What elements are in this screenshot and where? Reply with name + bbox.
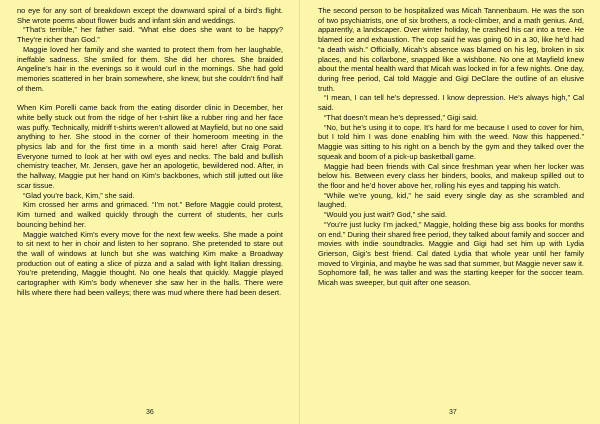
paragraph: Kim crossed her arms and grimaced. “I’m not.” Before Maggie could protest, Kim turned and walked quickly through the current of students, her curls bouncing behind her. [17,200,283,229]
paragraph: “While we’re young, kid,” he said every single day as she scrambled and laughed. [318,190,584,210]
paragraph: “That doesn’t mean he’s depressed,” Gigi said. [323,112,479,122]
right-page [300,0,600,424]
left-page-text [17,6,283,298]
paragraph: “No, but he’s using it to cope. It’s hard for me because I used to cover for him, but I told him I was done enabling him with the weed. Now this happened.” Maggie was sitting to his right on a bench by the gym and they talked over the squeak and boom of a pick-up basketball game. [318,122,584,161]
paragraph: When Kim Porelli came back from the eating disorder clinic in December, her white belly stuck out from the ridge of her t-shirt like a rubber ring and her face was puffy. Technically, midriff t-shirts weren’t allowed at Mayfield, but no one said anything to her. She stood in the corner of their homeroom meeting in the physics lab and for the first time in a month said here! after Craig Porat. Everyone turned to look at her with owl eyes and necks. The bald and bullish chemistry teacher, Mr. Jensen, gave her an apologetic, bewildered nod. After, in the hallway, Maggie put her hand on Kim’s backbones, which still jutted out like scar tissue. [17,103,283,190]
paragraph: “You’re just lucky I’m jacked,” Maggie, holding these big ass books for months on end.” During their shared free period, they talked about family and soccer and movies with indie soundtracks. Maggie and Gigi had set him up with Lydia Grierson, Gigi’s best friend. Cal dated Lydia that whole year until her family moved to Virginia, and maybe he was sad that summer, but Maggie never saw it. Sophomore fall, he was taller and was the starting keeper for the soccer team. Micah was sweeper, but quit after one season. [318,219,584,288]
paragraph: The second person to be hospitalized was Micah Tannenbaum. He was the son of two psychiatrists, one of six brothers, a rock-climber, and a math genius. And, apparently, a landscaper. Over winter holiday, he crashed his car into a tree. He blamed ice and exhaustion. The cop said he was going 60 in a 30, like he’d had “a death wish.” Officially, Micah’s absence was blamed on his leg, broken in six places, and his collarbone, snapped like a wishbone. No one at Mayfield knew about the mental health ward that Micah was locked in for a few nights. One day, during free period, Cal told Maggie and Gigi DeClare the outline of an elusive truth. [318,6,584,93]
paragraph: “Glad you’re back, Kim,” she said. [22,190,135,200]
paragraph: no eye for any sort of breakdown except the downward spiral of a bird’s flight. She wrote poems about flower buds and infant skin and weddings. [17,6,283,25]
right-page-number: 37 [449,409,457,416]
paragraph: Maggie watched Kim’s every move for the next few weeks. She made a point to sit next to her in choir and listen to her soprano. She pretended to stare out the wall of windows at lunch but she was watching Kim make a Broadway production out of eating a slice of pizza and a salad with light Italian dressing. You’re pretending, Maggie thought. No one heals that quickly. Maggie played cartographer with Kim’s body whenever she saw her in the halls. There were hills where there had been valleys; there was mud where there had been desert. [17,229,283,297]
paragraph: “Would you just wait? God,” she said. [323,210,448,220]
paragraph: Maggie had been friends with Cal since freshman year when her locker was below his. Between every class her binders, books, and makeup spilled out to the floor and he’d hover above her, rolling his eyes and tapping his watch. [318,161,584,190]
paragraph: “I mean, I can tell he’s depressed. I know depression. He’s always high,” Cal said. [318,93,584,113]
left-page-number: 36 [146,409,154,416]
paragraph: Maggie loved her family and she wanted to protect them from her laughable, ineffable sadness. She smiled for them. She did her chores. She braided Angeline’s hair in the evenings so it would curl in the mornings. She had gold memories scattered in her brain somewhere, she knew, but she couldn’t find half of them. [17,44,283,93]
paragraph: “That’s terrible,” her father said. “What else does she want to be happy? They’re richer than God.” [17,25,283,45]
right-page-text [318,6,584,288]
